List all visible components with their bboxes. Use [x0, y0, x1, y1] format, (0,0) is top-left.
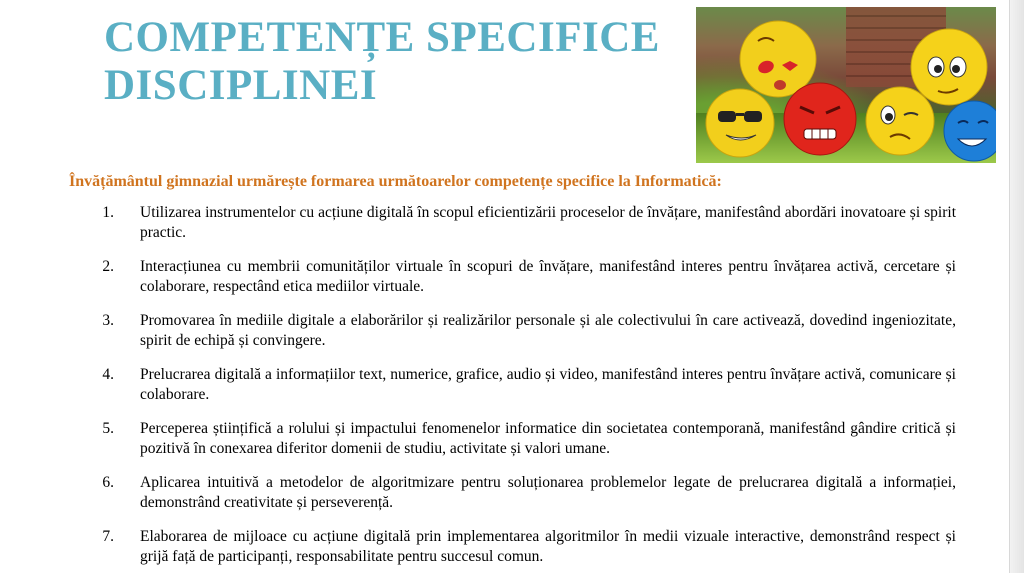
- item-text: Prelucrarea digitală a informațiilor text, numerice, grafice, audio și video, manifestând interes pentru învățare activă, comunicare și colaborare.: [140, 366, 956, 403]
- item-text: Aplicarea intuitivă a metodelor de algoritmizare pentru soluționarea problemelor legate de prelucrarea digitală a informației, demonstrând creativitate și perseverență.: [140, 474, 956, 511]
- item-number: 5.: [102, 420, 114, 437]
- blue-smiling-emoji-icon: [944, 101, 996, 161]
- worried-emoji-icon: [911, 29, 987, 105]
- item-text: Interacțiunea cu membrii comunităților virtuale în scopuri de învățare, manifestând interes pentru învățarea activă, cercetare și colaborare, respectând etica mediilor virtuale.: [140, 258, 956, 295]
- list-item: [70, 365, 956, 419]
- item-number: 2.: [102, 258, 114, 275]
- item-text: Utilizarea instrumentelor cu acțiune digitală în scopul eficientizării proceselor de învățare, manifestând abordări inovatoare și spirit practic.: [140, 204, 956, 241]
- angry-emoji-icon: [784, 83, 856, 155]
- list-item: [70, 311, 956, 365]
- list-item: [70, 203, 956, 257]
- item-number: 4.: [102, 366, 114, 383]
- item-number: 6.: [102, 474, 114, 491]
- title-line-2: DISCIPLINEI: [104, 62, 378, 109]
- title-line-1: COMPETENȚE SPECIFICE: [104, 14, 660, 61]
- winking-emoji-icon: [866, 87, 934, 155]
- slide-edge: [1009, 0, 1024, 573]
- item-number: 7.: [102, 528, 114, 545]
- item-text: Promovarea în mediile digitale a elaborărilor și realizărilor personale și ale colectivului în care activează, dovedind ingeniozitate, spirit de echipă și convingere.: [140, 312, 956, 349]
- list-item: [70, 257, 956, 311]
- item-text: Perceperea științifică a rolului și impactului fenomenelor informatice din societatea contemporană, manifestând gândire critică și pozitivă în conexarea diferitor domenii de studiu, activitate și valori umane.: [140, 420, 956, 457]
- emoji-balls-photo: [696, 7, 996, 163]
- sunglasses-emoji-icon: [706, 89, 774, 157]
- item-number: 3.: [102, 312, 114, 329]
- competencies-list: [70, 203, 956, 581]
- list-item: [70, 473, 956, 527]
- page-title: [104, 14, 660, 110]
- item-number: 1.: [102, 204, 114, 221]
- item-text: Elaborarea de mijloace cu acțiune digitală prin implementarea algoritmilor în medii vizuale interactive, demonstrând respect și grijă față de participanți, responsabilitate pentru succesul comun.: [140, 528, 956, 565]
- list-item: [70, 419, 956, 473]
- intro-statement: Învățământul gimnazial urmărește formarea următoarelor competențe specifice la Informatică:: [69, 173, 722, 190]
- kissing-emoji-icon: [740, 21, 816, 97]
- emoji-balls-illustration: [696, 7, 996, 163]
